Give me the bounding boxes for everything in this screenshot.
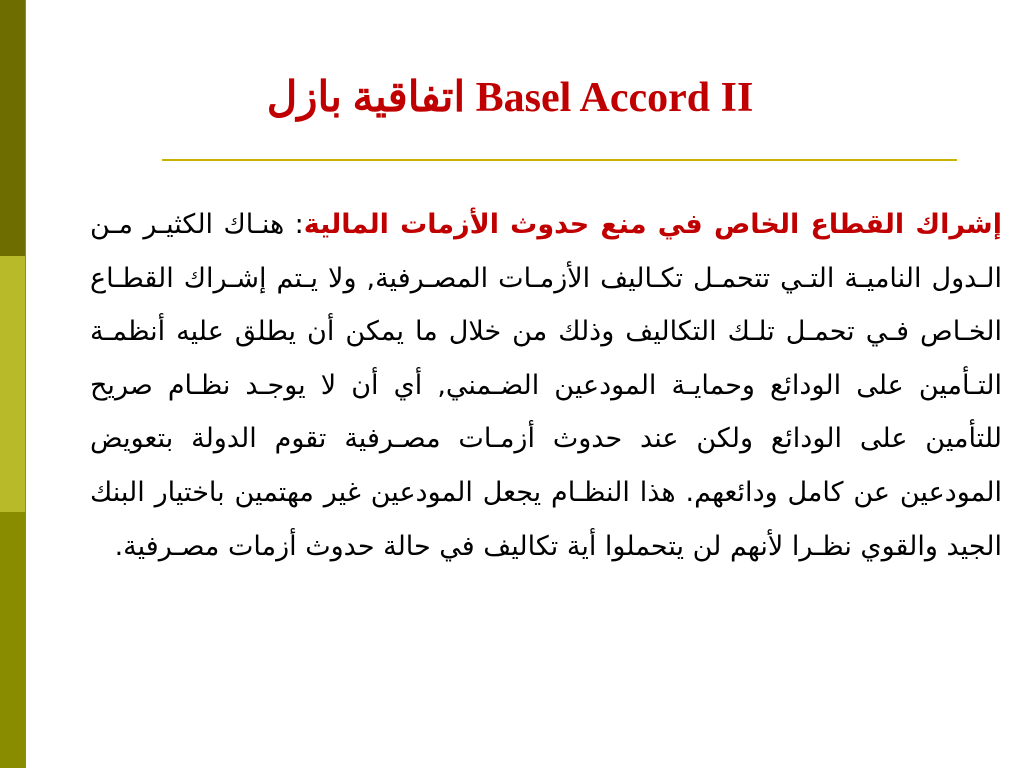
- sidebar-segment-bottom: [0, 512, 25, 768]
- lead-separator: :: [294, 209, 304, 240]
- sidebar-segment-middle: [0, 256, 25, 512]
- title-underline-rule: [162, 159, 957, 161]
- body-paragraph: هنـاك الكثيـر مـن الـدول الناميـة التـي تتحمـل تكـاليف الأزمـات المصـرفية, ولا يـتم إشـراك القطـاع الخـاص فـي تحمـل تلـك التكاليف وذلك من خلال ما يمكن أن يطلق عليه أنظمـة التـأمين على الودائع وحمايـة المودعين الضـمني, أي أن لا يوجـد نظـام صريح للتأمين على الودائع ولكن عند حدوث أزمـات مصـرفية تقوم الدولة بتعويض المودعين عن كامل ودائعهم. هذا النظـام يجعل المودعين غير مهتمين باختيار البنك الجيد والقوي نظـرا لأنهم لن يتحملوا أية تكاليف في حالة حدوث أزمات مصـرفية.: [90, 209, 1002, 562]
- sidebar-divider: [25, 0, 26, 768]
- sidebar-segment-top: [0, 0, 25, 256]
- slide-body: [90, 198, 1002, 573]
- sidebar-bar: [0, 0, 25, 768]
- lead-heading: إشراك القطاع الخاص في منع حدوث الأزمات المالية: [303, 209, 1002, 240]
- slide-title: اتفاقية بازل Basel Accord II: [266, 75, 754, 121]
